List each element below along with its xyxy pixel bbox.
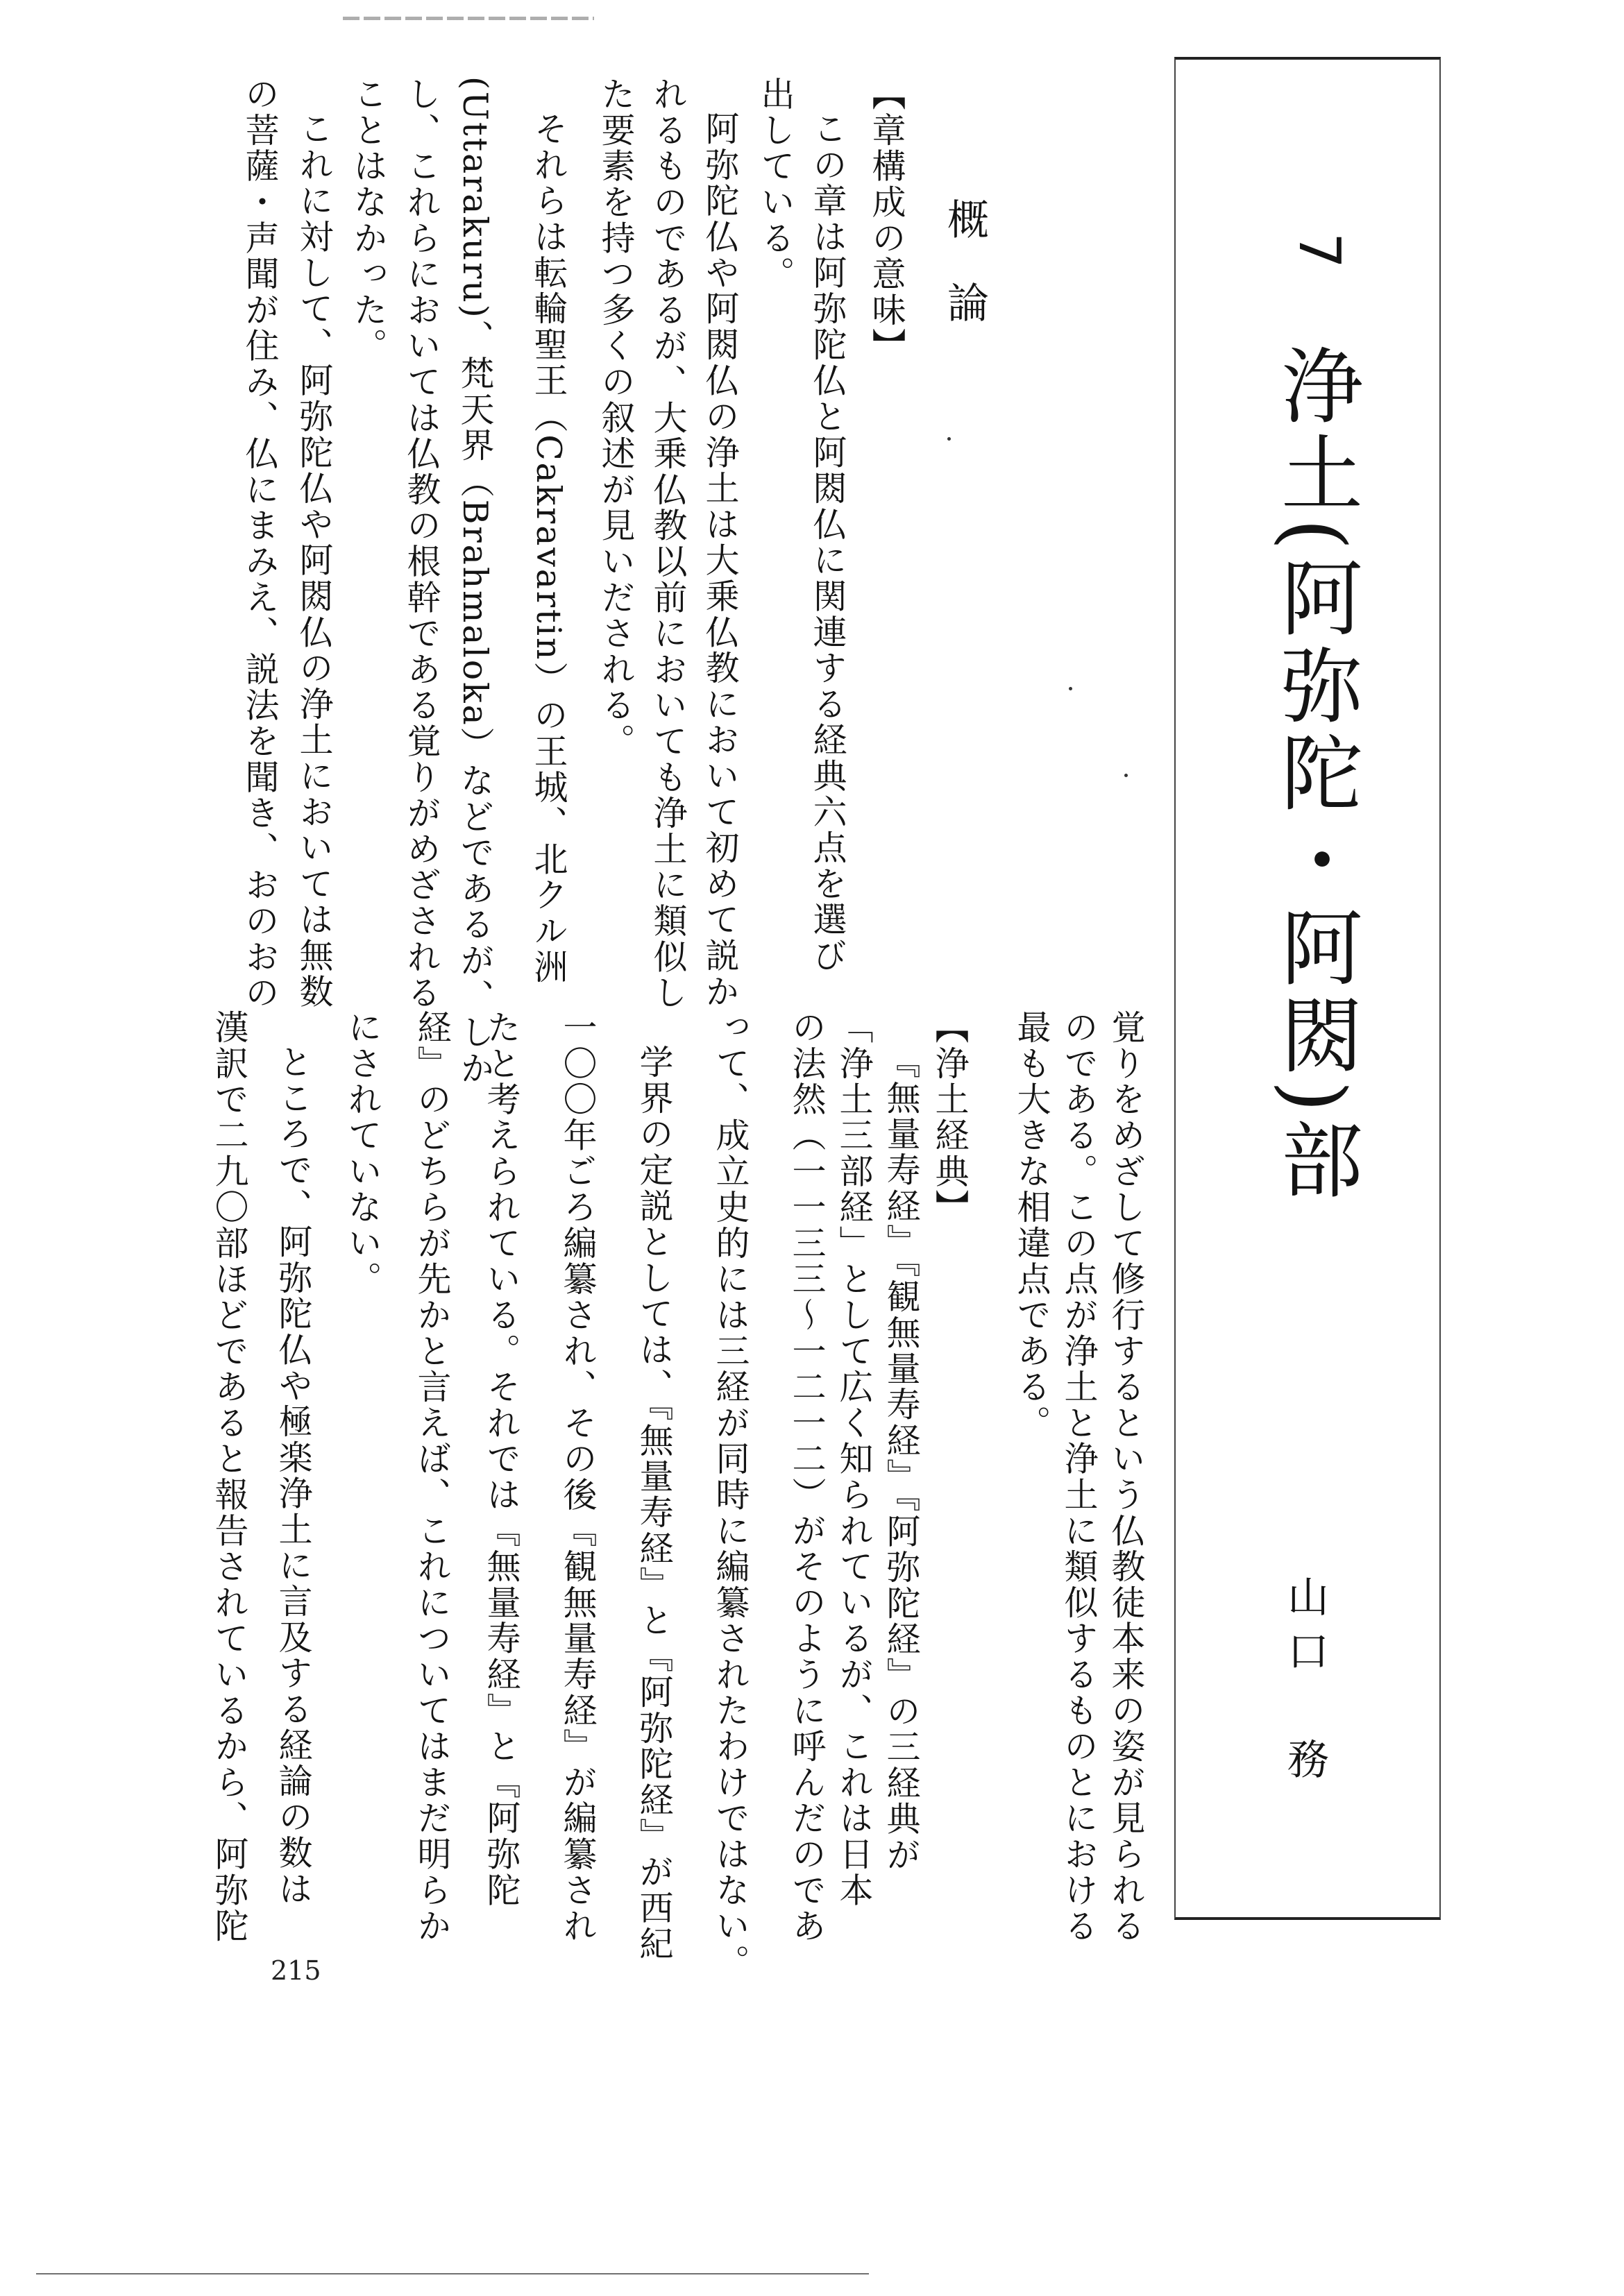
body-line-r14: ところで、阿弥陀仏や極楽浄土に言及する経論の数は (273, 1044, 313, 1907)
body-line-l3: 出している。 (756, 76, 795, 292)
scan-speck (1069, 687, 1072, 690)
body-line-l9: し、これらにおいては仏教の根幹である覚りがめざされる (402, 76, 441, 1011)
body-line-l7: それらは転輪聖王（Cakravartin）の王城、北クル洲 (529, 111, 568, 985)
body-line-l6: た要素を持つ多くの叙述が見いだされる。 (596, 76, 636, 760)
body-line-r6: 「浄土三部経」として広く知られているが、これは日本 (834, 1010, 874, 1908)
body-line-r2: のである。この点が浄土と浄土に類似するものとにおける (1059, 1010, 1099, 1944)
body-line-l4: 阿弥陀仏や阿閦仏の浄土は大乗仏教において初めて説か (700, 111, 740, 1010)
subsection-heading-chapter-structure: 【章構成の意味】 (867, 76, 906, 364)
scan-artifact-top (343, 17, 594, 20)
body-line-r5: 『無量寿経』『観無量寿経』『阿弥陀経』の三経典が (881, 1044, 921, 1873)
scan-artifact-bottom (36, 2273, 869, 2274)
section-heading: 概論 (940, 198, 989, 364)
body-line-r8: って、成立史的には三経が同時に編纂されたわけではない。 (711, 1010, 750, 1980)
body-line-l2: この章は阿弥陀仏と阿閦仏に関連する経典六点を選び (808, 111, 847, 974)
body-line-r10: 一〇〇年ごろ編纂され、その後『観無量寿経』が編纂され (558, 1010, 598, 1944)
body-line-r11: たと考えられている。それでは『無量寿経』と『阿弥陀 (482, 1010, 521, 1908)
body-line-l8: (Uttarakuru)、梵天界（Brahmaloka）などであるが、しか (455, 76, 495, 1087)
body-line-r1: 覚りをめざして修行するという仏教徒本来の姿が見られる (1106, 1010, 1146, 1944)
scan-speck (947, 437, 951, 441)
body-line-r3: 最も大きな相違点である。 (1012, 1010, 1051, 1441)
body-line-r12: 経』のどちらが先かと言えば、これについてはまだ明らか (412, 1010, 452, 1944)
page-number: 215 (271, 1955, 321, 1986)
chapter-title: 浄土(阿弥陀・阿閦)部 (1267, 343, 1363, 1206)
subsection-heading-jodo-kyoten: 【浄土経典】 (930, 1010, 970, 1225)
body-line-r7: の法然（一一三三〜一二一二）がそのように呼んだのであ (787, 1010, 827, 1944)
scan-speck (1124, 774, 1128, 777)
body-line-r9: 学界の定説としては、『無量寿経』と『阿弥陀経』が西紀 (634, 1044, 674, 1962)
chapter-number: 7 (1286, 232, 1352, 269)
body-line-r13: にされていない。 (343, 1010, 382, 1298)
body-line-l12: の菩薩・声聞が住み、仏にまみえ、説法を聞き、おのおの (240, 76, 280, 1011)
body-line-l11: これに対して、阿弥陀仏や阿閦仏の浄土においては無数 (294, 111, 334, 1010)
chapter-author: 山口 務 (1280, 1575, 1329, 1792)
body-line-l10: ことはなかった。 (348, 76, 388, 364)
body-line-r15: 漢訳で二九〇部ほどであると報告されているから、阿弥陀 (210, 1010, 249, 1944)
body-line-l5: れるものであるが、大乗仏教以前においても浄土に類似し (648, 76, 688, 1011)
